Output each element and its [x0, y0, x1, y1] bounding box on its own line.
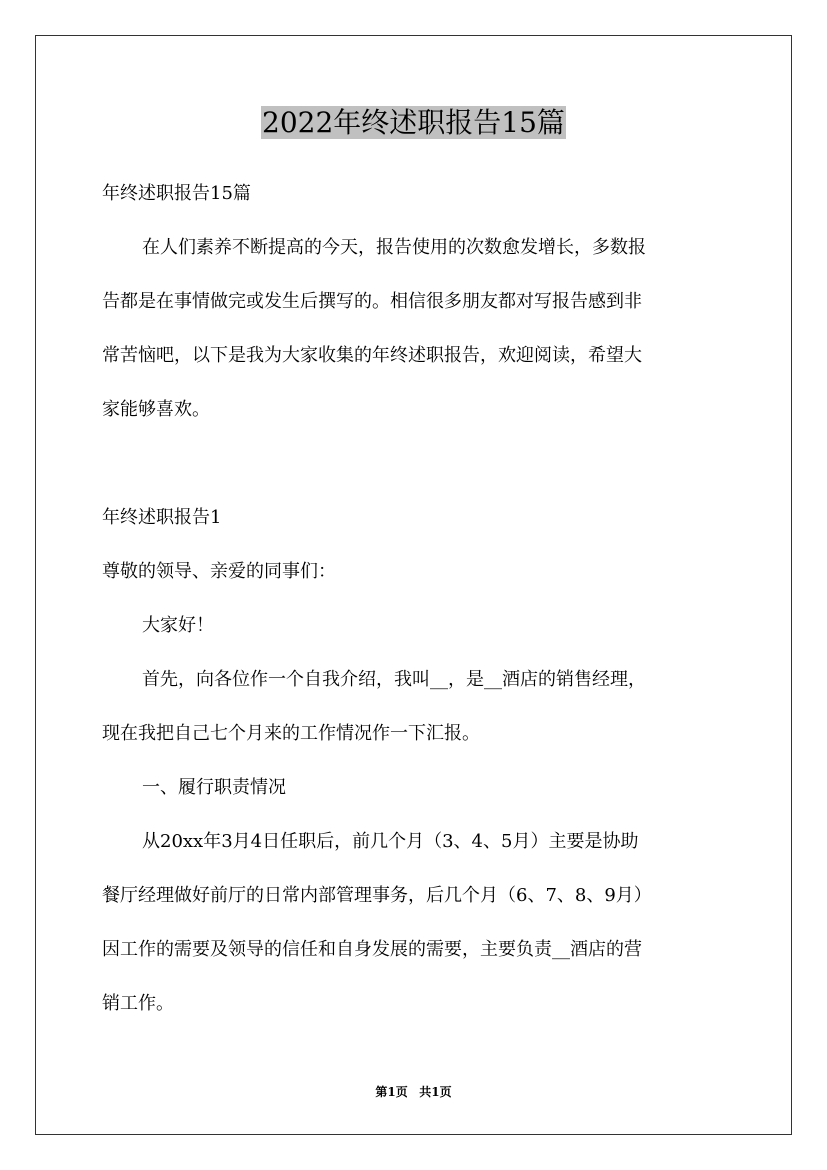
greeting: 大家好！ [142, 615, 214, 636]
subheading-duties: 一、履行职责情况 [142, 777, 286, 798]
intro-line-2: 告都是在事情做完或发生后撰写的。相信很多朋友都对写报告感到非 [102, 291, 642, 312]
intro-line-4: 家能够喜欢。 [102, 399, 210, 420]
paragraph2-line-3: 因工作的需要及领导的信任和自身发展的需要，主要负责__酒店的营 [102, 939, 642, 960]
section-heading: 年终述职报告1 [102, 507, 222, 528]
paragraph1-line-1: 首先，向各位作一个自我介绍，我叫__，是__酒店的销售经理， [142, 669, 646, 690]
document-title-text: 2022年终述职报告15篇 [262, 106, 565, 139]
intro-line-1: 在人们素养不断提高的今天，报告使用的次数愈发增长，多数报 [142, 237, 646, 258]
page-number: 第1页 [375, 1085, 408, 1099]
intro-line-3: 常苦恼吧，以下是我为大家收集的年终述职报告，欢迎阅读，希望大 [102, 345, 642, 366]
paragraph2-line-2: 餐厅经理做好前厅的日常内部管理事务，后几个月（6、7、8、9月） [102, 885, 652, 906]
paragraph2-line-4: 销工作。 [102, 993, 174, 1014]
document-subtitle: 年终述职报告15篇 [102, 183, 251, 204]
page-footer [0, 1084, 827, 1100]
paragraph1-line-2: 现在我把自己七个月来的工作情况作一下汇报。 [102, 723, 480, 744]
document-title [0, 103, 827, 143]
paragraph2-line-1: 从20xx年3月4日任职后，前几个月（3、4、5月）主要是协助 [142, 831, 639, 852]
salutation: 尊敬的领导、亲爱的同事们： [102, 561, 336, 582]
page-total: 共1页 [419, 1085, 452, 1099]
